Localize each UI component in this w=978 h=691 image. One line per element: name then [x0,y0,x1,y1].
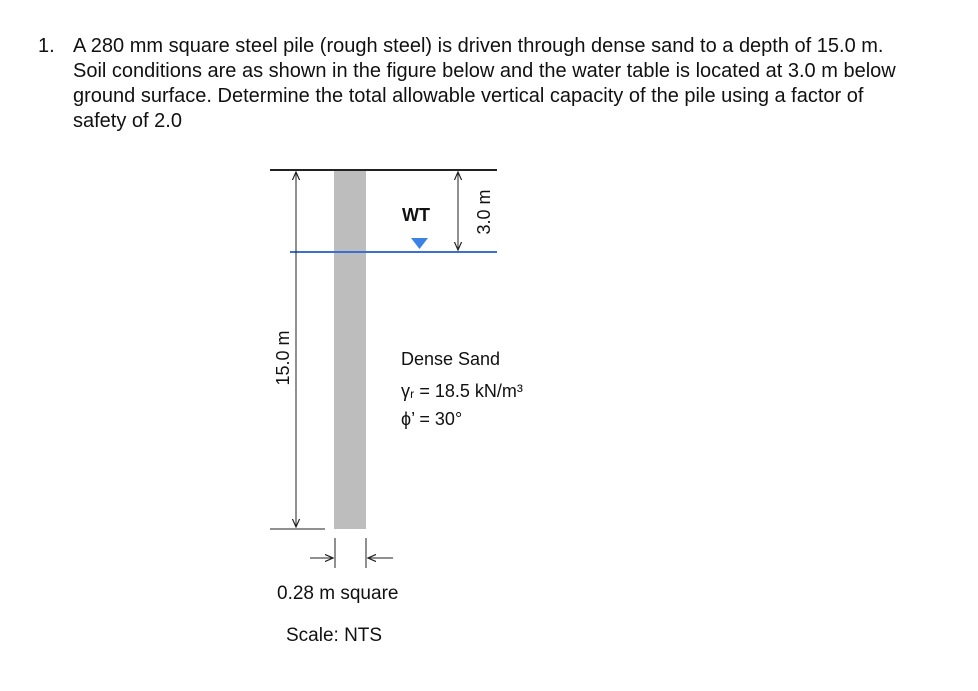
water-depth-label: 3.0 m [474,189,494,235]
pile-width-label: 0.28 m square [277,583,399,604]
soil-unit-weight: γᵣ = 18.5 kN/m³ [401,381,523,401]
problem-text: A 280 mm square steel pile (rough steel) is driven through dense sand to a depth of 15.0 m. Soil conditions are as shown in the figure below and the water table is located at 3.0 m below ground surface. Determine the total allowable vertical capacity of the pile using a factor of safety of 2.0 [73,35,896,132]
water-table-label: WT [402,205,430,225]
water-table-marker [411,238,428,249]
pile [334,171,366,529]
soil-friction-angle: ϕ’ = 30° [401,409,463,429]
problem-number: 1. [38,35,55,57]
scale-label: Scale: NTS [286,625,383,646]
soil-name: Dense Sand [401,349,501,369]
pile-depth-label: 15.0 m [273,330,293,386]
